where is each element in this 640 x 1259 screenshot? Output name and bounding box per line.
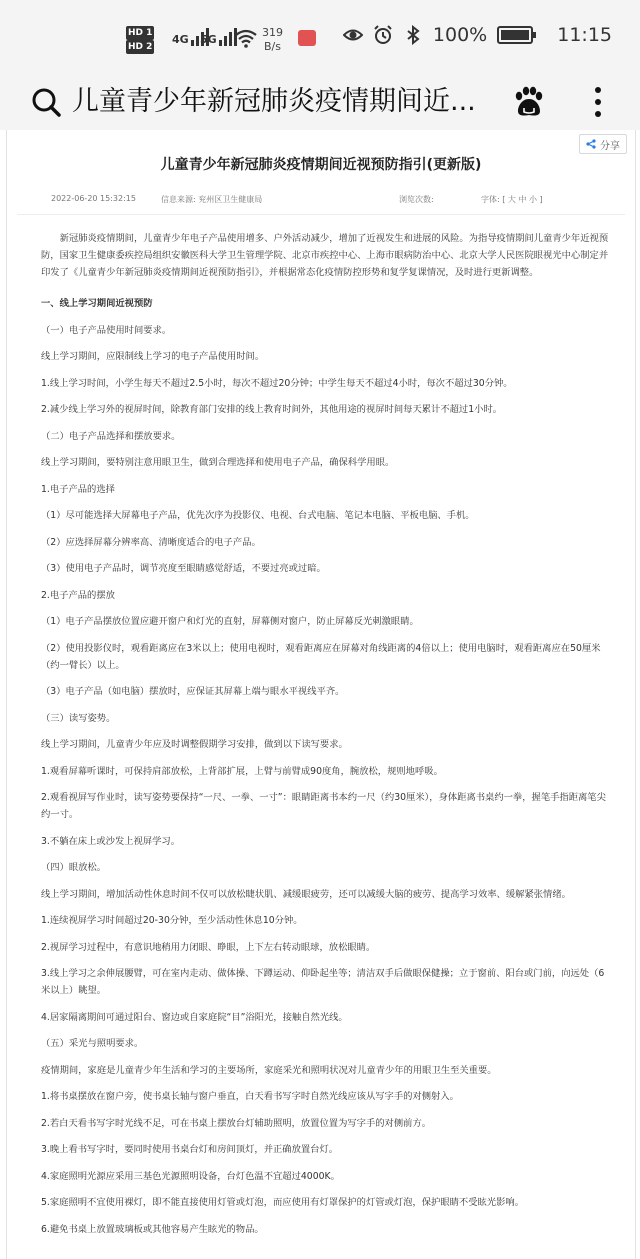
signal-5g [200,28,237,46]
wifi-icon [234,28,258,48]
article-meta [7,194,635,210]
info-source: 信息来源: 兖州区卫生健康局 [161,195,263,204]
paragraph: 4.居家隔离期间可通过阳台、窗边或自家庭院“目”浴阳光，接触自然光线。 [41,1011,348,1023]
paragraph: 3.晚上看书写字时，要同时使用书桌台灯和房间顶灯，并正确放置台灯。 [41,1144,339,1155]
status-right [343,24,612,46]
paragraph: （四）眼放松。 [41,862,107,873]
paragraph: （3）使用电子产品时，调节亮度至眼睛感觉舒适，不要过亮或过暗。 [41,563,326,574]
font-size-switcher[interactable]: 字体: [ 大 中 小 ] [481,195,543,204]
paragraph: 1.电子产品的选择 [41,483,115,495]
speed-value: 319 [262,26,283,39]
paragraph: 1.连续视屏学习时间超过20-30分钟，至少活动性休息10分钟。 [41,915,303,926]
intro-paragraph: 新冠肺炎疫情期间，儿童青少年电子产品使用增多、户外活动减少，增加了近视发生和进展的风险。为指导疫情期间儿童青少年近视预防，国家卫生健康委疾控局组织安徽医科大学卫生管理学院、北京市疾控中心、上海市眼病防治中心、北京大学人民医院眼视光中心制定并印发了《儿童青少年新冠肺炎疫情期间近视预防指引》，并根据常态化疫情防控形势和复学复课情况，及时进行更新调整。 [41,233,609,278]
battery-percent: 100% [432,24,488,46]
status-bar [0,0,640,72]
paragraph: 1.将书桌摆放在窗户旁，使书桌长轴与窗户垂直，白天看书写字时自然光线应该从写字手的对侧射入。 [41,1091,459,1102]
more-icon[interactable] [588,82,608,122]
paragraph: （1）电子产品摆放位置应避开窗户和灯光的直射，屏幕侧对窗户，防止屏幕反光刺激眼睛。 [41,616,419,627]
paragraph: 2.减少线上学习外的视屏时间，除教育部门安排的线上教育时间外，其他用途的视屏时间每天累计不超过1小时。 [41,404,503,415]
network-5g-label: 5G [200,33,217,46]
sim-indicators [126,26,154,54]
share-icon [586,139,596,149]
divider [17,214,625,215]
network-speed [262,26,283,54]
paw-icon[interactable] [510,84,546,120]
paragraph: 线上学习期间，要特别注意用眼卫生，做到合理选择和使用电子产品，确保科学用眼。 [41,457,395,468]
search-query-title[interactable]: 儿童青少年新冠肺炎疫情期间近... [72,86,476,117]
article-container [6,130,636,1259]
paragraph: （2）使用投影仪时，观看距离应在3米以上；使用电视时，观看距离应在屏幕对角线距离的4倍以上；使用电脑时，观看距离应在50厘米（约一臂长）以上。 [41,642,601,671]
paragraph: 2.观看视屏写作业时，读写姿势要保持“一尺、一拳、一寸”：眼睛距离书本约一尺（约30厘米），身体距离书桌约一拳，握笔手指距离笔尖约一寸。 [41,792,606,820]
bluetooth-icon [403,25,423,45]
paragraph: 线上学习期间，增加活动性休息时间不仅可以放松睫状肌、减缓眼疲劳，还可以减缓大脑的疲劳、提高学习效率、缓解紧张情绪。 [41,888,571,900]
paragraph: 4.家庭照明光源应采用三基色光源照明设备，台灯色温不宜超过4000K。 [41,1170,340,1182]
paragraph: 3.线上学习之余伸展腰臂，可在室内走动、做体操、下蹲运动、仰卧起坐等；清洁双手后做眼保健操；立于窗前、阳台或门前，向远处（6米以上）眺望。 [41,968,605,996]
paragraph: 线上学习期间，儿童青少年应及时调整假期学习安排，做到以下读写要求。 [41,739,348,750]
search-icon[interactable] [30,86,62,118]
network-4g-label: 4G [172,33,189,46]
eye-icon [343,25,363,45]
paragraph: 1.观看屏幕听课时，可保持肩部放松，上背部扩展，上臂与前臂成90度角，腕放松，规则地呼吸。 [41,765,443,777]
paragraph: 6.避免书桌上放置玻璃板或其他容易产生眩光的物品。 [41,1223,264,1235]
share-label: 分享 [600,140,620,152]
paragraph: 1.线上学习时间，小学生每天不超过2.5小时，每次不超过20分钟；中学生每天不超过4小时，每次不超过30分钟。 [41,377,513,389]
paragraph: 2.若白天看书写字时光线不足，可在书桌上摆放台灯辅助照明，放置位置为写字手的对侧前方。 [41,1117,432,1129]
battery-icon [497,26,533,44]
sim2-label: HD 2 [128,42,153,52]
paragraph: （3）电子产品（如电脑）摆放时，应保证其屏幕上端与眼水平视线平齐。 [41,686,345,697]
clock: 11:15 [557,24,612,46]
search-header [0,72,640,130]
paragraph: （二）电子产品选择和摆放要求。 [41,430,181,442]
view-count: 浏览次数: [399,195,434,204]
publish-date: 2022-06-20 15:32:15 [51,194,136,203]
article-title: 儿童青少年新冠肺炎疫情期间近视预防指引(更新版) [160,157,482,173]
paragraph: （1）尽可能选择大屏幕电子产品，优先次序为投影仪、电视、台式电脑、笔记本电脑、平板电脑、手机。 [41,510,475,521]
paragraph: 2.视屏学习过程中，有意识地稍用力闭眼、睁眼，上下左右转动眼球，放松眼睛。 [41,941,376,953]
paragraph: （三）读写姿势。 [41,712,116,724]
alarm-icon [373,25,393,45]
section-heading: 一、线上学习期间近视预防 [41,298,153,309]
app-notification-icon [298,30,316,46]
paragraph: （五）采光与照明要求。 [41,1038,144,1049]
sim1-label: HD 1 [128,28,153,38]
paragraph: （一）电子产品使用时间要求。 [41,324,172,336]
speed-unit: B/s [264,40,281,53]
paragraph: 线上学习期间，应限制线上学习的电子产品使用时间。 [41,351,265,362]
share-button[interactable] [579,134,627,154]
paragraph: 疫情期间，家庭是儿童青少年生活和学习的主要场所，家庭采光和照明状况对儿童青少年的用眼卫生至关重要。 [41,1064,497,1076]
paragraph: 3.不躺在床上或沙发上视屏学习。 [41,835,181,847]
article-body [41,230,613,1247]
paragraph: 2.电子产品的摆放 [41,589,115,601]
paragraph: （2）应选择屏幕分辨率高、清晰度适合的电子产品。 [41,536,261,548]
paragraph: 5.家庭照明不宜使用裸灯，即不能直接使用灯管或灯泡，而应使用有灯罩保护的灯管或灯泡，保护眼睛不受眩光影响。 [41,1197,525,1208]
